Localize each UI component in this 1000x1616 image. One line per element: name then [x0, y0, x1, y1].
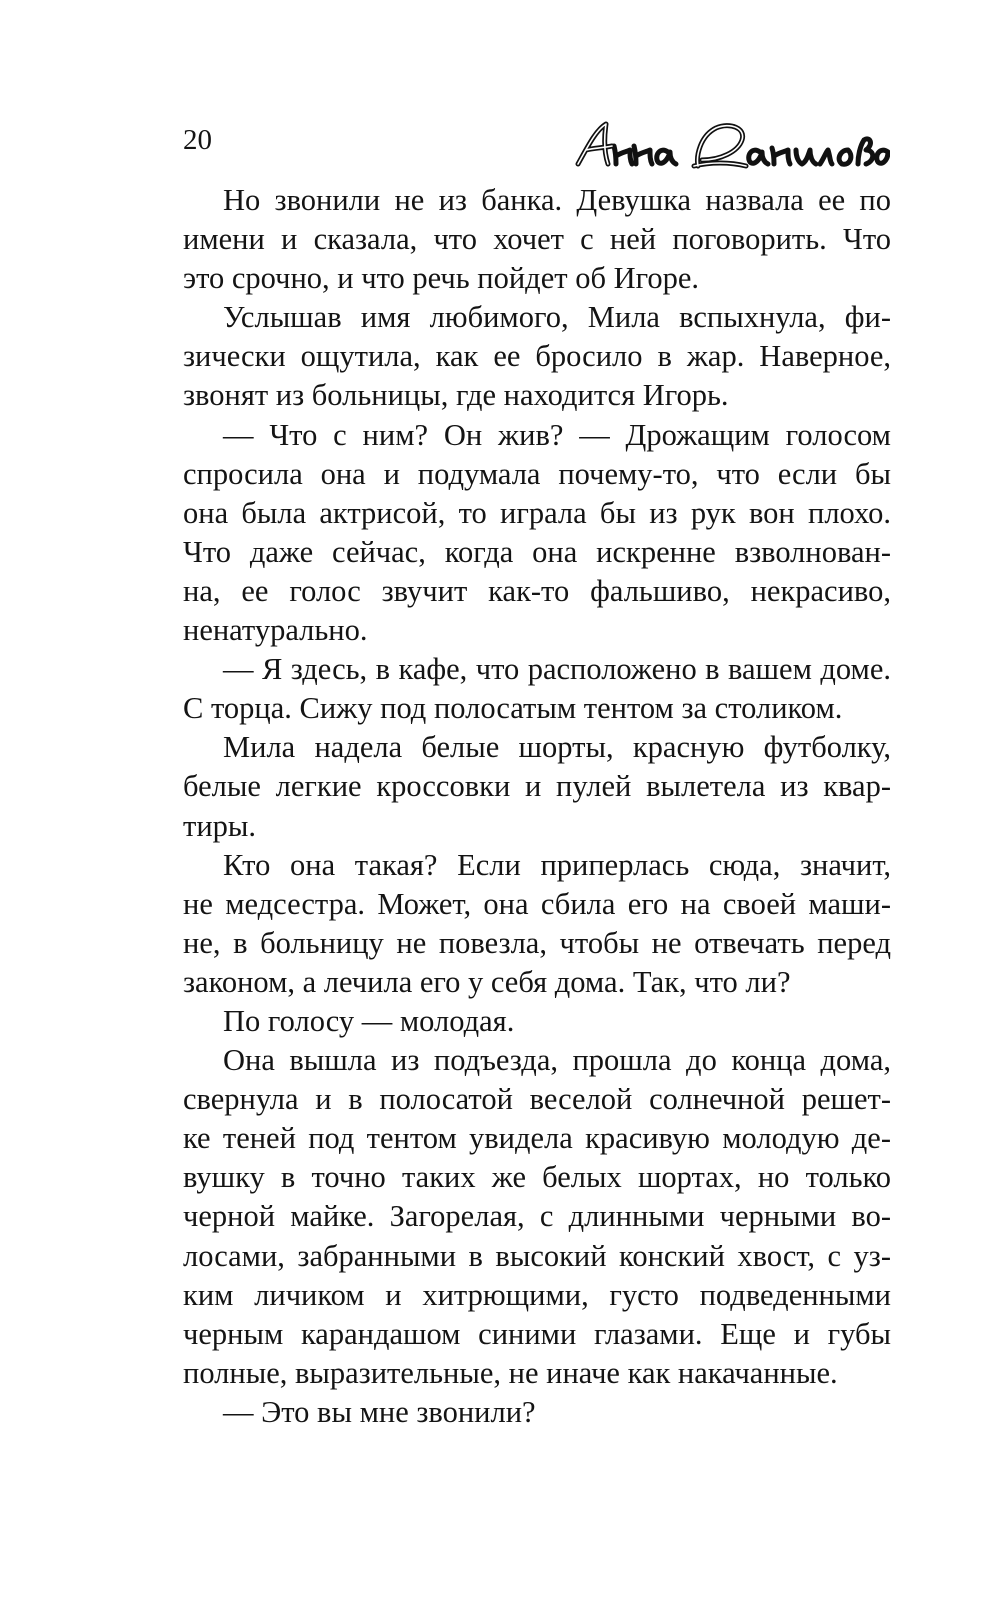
author-signature: [570, 116, 890, 174]
paragraph-first-line: По голосу — молодая.: [223, 1003, 515, 1038]
text-line: тиры.: [183, 808, 257, 843]
text-line: белые легкие кроссовки и пулей вылетела из квар-: [183, 769, 891, 804]
text-line: ненатурально.: [183, 613, 368, 648]
text-line: черной майке. Загорелая, с длинными черными во-: [183, 1199, 891, 1234]
text-line: полные, выразительные, не иначе как накачанные.: [183, 1355, 838, 1390]
text-line: имени и сказала, что хочет с ней поговорить. Что: [183, 222, 891, 257]
text-line: лосами, забранными в высокий конский хвост, с уз-: [183, 1238, 891, 1273]
paragraph-first-line: — Это вы мне звонили?: [223, 1394, 536, 1429]
paragraph-first-line: Кто она такая? Если приперлась сюда, значит,: [223, 847, 891, 882]
paragraph-first-line: Услышав имя любимого, Мила вспыхнула, фи-: [223, 300, 891, 335]
text-line: не, в больницу не повезла, чтобы не отвечать перед: [183, 925, 891, 960]
text-line: ким личиком и хитрющими, густо подведенными: [183, 1277, 891, 1312]
page-number: 20: [183, 124, 212, 156]
text-line: вушку в точно таких же белых шортах, но только: [183, 1160, 891, 1195]
author-signature-script: [570, 116, 890, 174]
text-line: свернула и в полосатой веселой солнечной решет-: [183, 1082, 891, 1117]
text-line: это срочно, и что речь пойдет об Игоре.: [183, 261, 700, 296]
paragraph-first-line: Она вышла из подъезда, прошла до конца дома,: [223, 1043, 891, 1078]
text-line: законом, а лечила его у себя дома. Так, что ли?: [183, 964, 791, 999]
text-line: Что даже сейчас, когда она искренне взволнован-: [183, 534, 891, 569]
text-line: звонят из больницы, где находится Игорь.: [183, 378, 729, 413]
paragraph-first-line: Но звонили не из банка. Девушка назвала ее по: [223, 183, 891, 217]
text-line: спросила она и подумала почему-то, что если бы: [183, 456, 891, 491]
text-line: она была актрисой, то играла бы из рук вон плохо.: [183, 495, 891, 530]
paragraph-first-line: Мила надела белые шорты, красную футболку,: [223, 730, 891, 765]
book-text-body: [183, 181, 891, 1432]
text-line: на, ее голос звучит как-то фальшиво, некрасиво,: [183, 573, 891, 608]
text-line: зически ощутила, как ее бросило в жар. Наверное,: [183, 339, 891, 374]
text-line: черным карандашом синими глазами. Еще и губы: [183, 1316, 891, 1351]
text-line: С торца. Сижу под полосатым тентом за столиком.: [183, 691, 843, 726]
text-line: ке теней под тентом увидела красивую молодую де-: [183, 1121, 891, 1156]
paragraph-first-line: — Я здесь, в кафе, что расположено в вашем доме.: [223, 652, 891, 687]
text-line: не медсестра. Может, она сбила его на своей маши-: [183, 886, 891, 921]
paragraph-first-line: — Что с ним? Он жив? — Дрожащим голосом: [223, 417, 891, 452]
